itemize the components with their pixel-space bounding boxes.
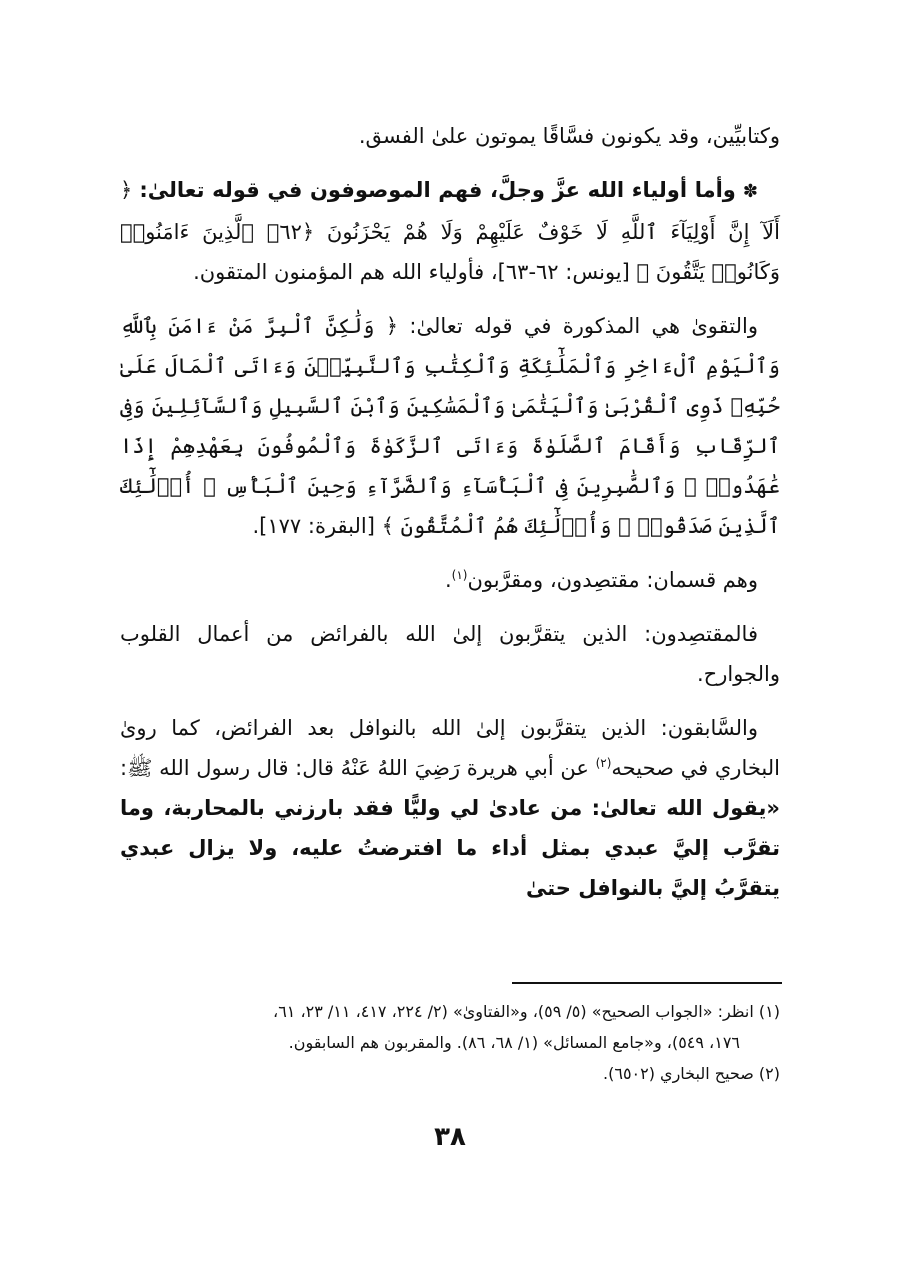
paragraph-3-reference: [البقرة: ١٧٧]. [252, 514, 375, 538]
quran-verse-baqarah: ﴿ وَلَٰكِنَّ ٱلْبِرَّ مَنْ ءَامَنَ بِٱللَّهِ وَٱلْيَوْمِ ٱلْءَاخِرِ وَٱلْمَلَٰٓئِكَةِ وَٱلْكِتَٰبِ وَٱلنَّبِيِّـۧنَ وَءَاتَى ٱلْمَالَ عَلَىٰ حُبِّهِۦ ذَوِى ٱلْقُرْبَىٰ وَٱلْيَتَٰمَىٰ وَٱلْمَسَٰكِينَ وَٱبْنَ ٱلسَّبِيلِ وَٱلسَّآئِلِينَ وَفِى ٱلرِّقَابِ وَأَقَامَ ٱلصَّلَوٰةَ وَءَاتَى ٱلزَّكَوٰةَ وَٱلْمُوفُونَ بِعَهْدِهِمْ إِذَا عَٰهَدُوا۟ ۖ وَٱلصَّٰبِرِينَ فِى ٱلْبَأْسَآءِ وَٱلضَّرَّآءِ وَحِينَ ٱلْبَأْسِ ۗ أُو۟لَٰٓئِكَ ٱلَّذِينَ صَدَقُوا۟ ۖ وَأُو۟لَٰٓئِكَ هُمُ ٱلْمُتَّقُونَ ﴾ [120, 314, 780, 538]
paragraph-5 [120, 614, 780, 694]
footnote-1-continuation [120, 1027, 780, 1058]
footnote-2-number: (٢) [758, 1064, 780, 1083]
star-ornament-icon: ✽ [742, 181, 758, 202]
paragraph-6 [120, 708, 780, 908]
paragraph-6-text-b: عن أبي هريرة رَضِيَ اللهُ عَنْهُ قال: قال رسول الله ﷺ: [120, 756, 589, 780]
footnote-1-line-2: ١٧٦، ٥٤٩)، و«جامع المسائل» (١/ ٦٨، ٨٦). والمقربون هم السابقون. [288, 1033, 740, 1052]
paragraph-2-intro: وأما أولياء الله عزَّ وجلَّ، فهم الموصوفون في قوله تعالىٰ: [139, 178, 736, 202]
footnote-1 [120, 996, 780, 1027]
footnote-1-number: (١) [758, 1002, 780, 1021]
footnote-2 [120, 1058, 780, 1089]
paragraph-3 [120, 306, 780, 546]
paragraph-3-intro: والتقوىٰ هي المذكورة في قوله تعالىٰ: [409, 314, 758, 338]
footnote-ref-1[interactable]: (١) [451, 568, 468, 582]
paragraph-4-end: . [444, 568, 452, 592]
paragraph-1-text: وكتابيِّين، وقد يكونون فسَّاقًا يموتون علىٰ الفسق. [358, 124, 780, 148]
paragraph-2 [120, 170, 780, 292]
page-number: ٣٨ [434, 1122, 466, 1152]
paragraph-6-text-a: والسَّابقون: الذين يتقرَّبون إلىٰ الله بالنوافل بعد الفرائض، كما روىٰ البخاري في صحيحه [120, 716, 780, 780]
paragraph-1 [120, 116, 780, 156]
paragraph-4-text: وهم قسمان: مقتصِدون، ومقرَّبون [467, 568, 758, 592]
quran-verse-yunus: ﴿ أَلَآ إِنَّ أَوْلِيَآءَ ٱللَّهِ لَا خَوْفٌ عَلَيْهِمْ وَلَا هُمْ يَحْزَنُونَ ﴿٦٢﴾ ٱلَّذِينَ ءَامَنُوا۟ وَكَانُوا۟ يَتَّقُونَ ﴾ [120, 178, 780, 284]
footnote-divider [512, 982, 782, 984]
paragraph-5-text: فالمقتصِدون: الذين يتقرَّبون إلىٰ الله بالفرائض من أعمال القلوب والجوارح. [120, 622, 780, 686]
footnote-1-line-1: انظر: «الجواب الصحيح» (٥/ ٥٩)، و«الفتاوىٰ» (٢/ ٢٢٤، ٤١٧، ١١/ ٢٣، ٦١، [273, 1002, 754, 1021]
footnotes [120, 996, 780, 1089]
hadith-quote: «يقول الله تعالىٰ: من عادىٰ لي وليًّا فقد بارزني بالمحاربة، وما تقرَّب إليَّ عبدي بمثل أداء ما افترضتُ عليه، ولا يزال عبدي يتقرَّبُ إليَّ بالنوافل حتىٰ [120, 796, 780, 900]
main-text [120, 116, 780, 908]
paragraph-2-reference: [يونس: ٦٢-٦٣]، فأولياء الله هم المؤمنون المتقون. [193, 260, 630, 284]
footnote-2-line-1: صحيح البخاري (٦٥٠٢). [603, 1064, 754, 1083]
footnote-ref-2[interactable]: (٢) [595, 756, 612, 770]
paragraph-4 [120, 560, 780, 600]
